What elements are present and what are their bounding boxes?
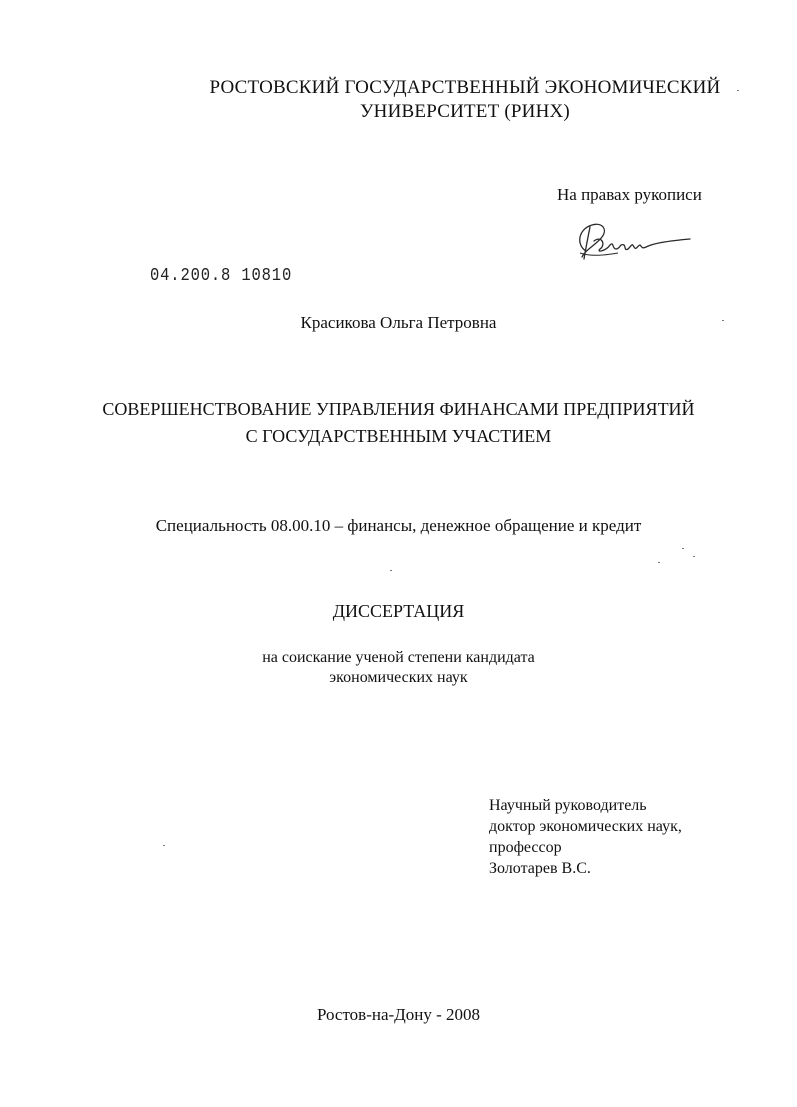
advisor-name: Золотарев В.С.: [489, 860, 591, 877]
scan-speck: [163, 845, 165, 846]
dissertation-title-line1: СОВЕРШЕНСТВОВАНИЕ УПРАВЛЕНИЯ ФИНАНСАМИ ПРЕДПРИЯТИЙ: [102, 399, 695, 419]
advisor-degree: доктор экономических наук,: [489, 818, 682, 835]
scan-speck: [658, 562, 660, 563]
advisor-title: профессор: [489, 839, 562, 856]
document-type: ДИССЕРТАЦИЯ: [332, 601, 465, 621]
scan-speck: [693, 556, 695, 557]
university-name-line2: УНИВЕРСИТЕТ (РИНХ): [360, 101, 570, 122]
scan-speck: [682, 548, 684, 549]
author-signature: [572, 215, 694, 267]
advisor-role: Научный руководитель: [489, 797, 647, 814]
scan-speck: [722, 320, 724, 321]
city-year: Ростов-на-Дону - 2008: [316, 1005, 481, 1024]
degree-sought: [0, 648, 797, 688]
degree-line1: на соискание ученой степени кандидата: [262, 649, 535, 666]
degree-line2: экономических наук: [329, 669, 468, 686]
author-name: Красикова Ольга Петровна: [300, 313, 497, 332]
university-name: [150, 76, 780, 124]
university-name-line1: РОСТОВСКИЙ ГОСУДАРСТВЕННЫЙ ЭКОНОМИЧЕСКИЙ: [209, 77, 721, 98]
registration-number: 04.200.8 10810: [150, 266, 293, 286]
scan-speck: [737, 90, 739, 91]
manuscript-rights-note: На правах рукописи: [557, 185, 702, 204]
scan-speck: [390, 570, 392, 571]
dissertation-title-line2: С ГОСУДАРСТВЕННЫМ УЧАСТИЕМ: [245, 426, 552, 446]
dissertation-title: [0, 396, 797, 450]
specialty: Специальность 08.00.10 – финансы, денежное обращение и кредит: [155, 516, 642, 535]
scientific-advisor: [489, 795, 682, 879]
